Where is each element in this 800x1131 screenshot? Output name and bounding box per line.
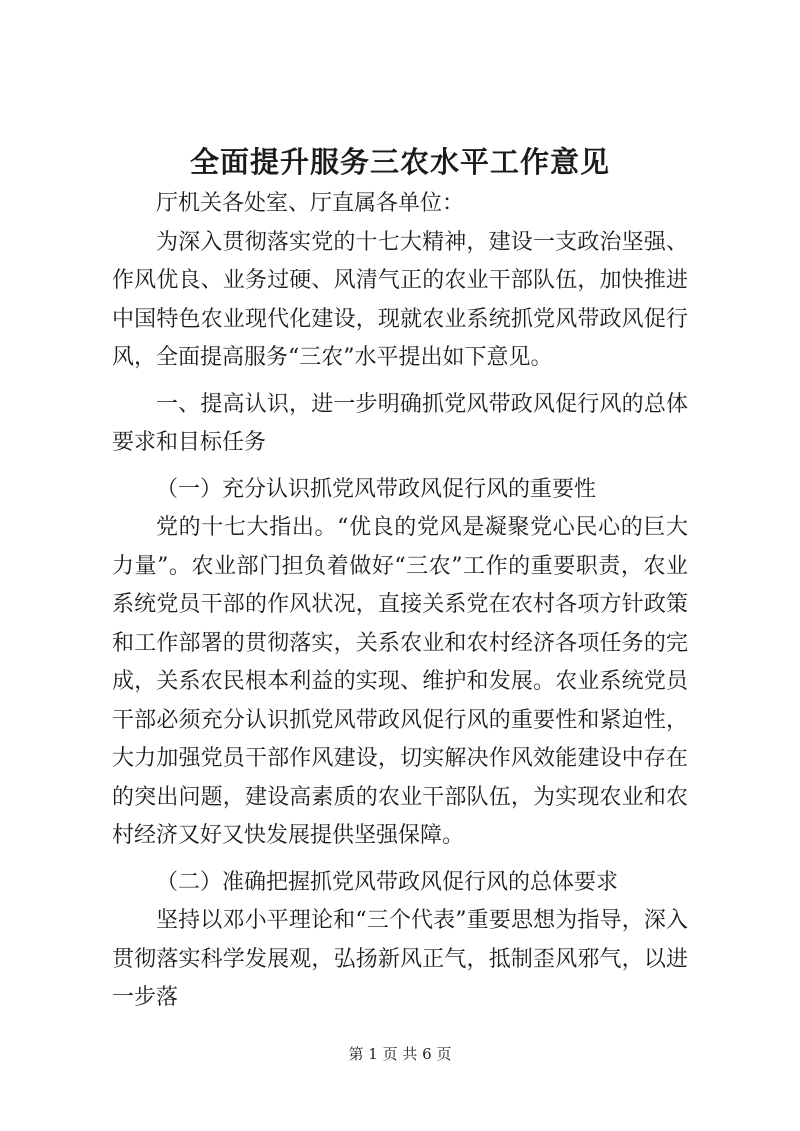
subsection-heading-2: （二）准确把握抓党风带政风促行风的总体要求 bbox=[156, 869, 619, 895]
page-footer: 第 1 页 共 6 页 bbox=[348, 1045, 452, 1063]
document-title: 全面提升服务三农水平工作意见 bbox=[189, 145, 610, 179]
body-paragraph-2: 坚持以邓小平理论和“三个代表”重要思想为指导，深入贯彻落实科学发展观，弘扬新风正气，抵制歪风邪气，以进一步落 bbox=[112, 908, 688, 1010]
body-paragraph-1: 党的十七大指出。“优良的党风是凝聚党心民心的巨大力量”。农业部门担负着做好“三农”工作的重要职责，农业系统党员干部的作风状况，直接关系党在农村各项方针政策和工作部署的贯彻落实，关系农业和农村经济各项任务的完成，关系农民根本利益的实现、维护和发展。农业系统党员干部必须充分认识抓党风带政风促行风的重要性和紧迫性，大力加强党员干部作风建设，切实解决作风效能建设中存在的突出问题，建设高素质的农业干部队伍，为实现农业和农村经济又好又快发展提供坚强保障。 bbox=[112, 515, 688, 848]
section-heading-1: 一、提高认识，进一步明确抓党风带政风促行风的总体要求和目标任务 bbox=[112, 391, 688, 455]
document-body bbox=[112, 185, 688, 1018]
subsection-heading-1: （一）充分认识抓党风带政风促行风的重要性 bbox=[156, 476, 597, 502]
salutation: 厅机关各处室、厅直属各单位： bbox=[156, 191, 465, 216]
intro-paragraph: 为深入贯彻落实党的十七大精神，建设一支政治坚强、作风优良、业务过硬、风清气正的农业干部队伍，加快推进中国特色农业现代化建设，现就农业系统抓党风带政风促行风，全面提高服务“三农”水平提出如下意见。 bbox=[112, 229, 688, 370]
